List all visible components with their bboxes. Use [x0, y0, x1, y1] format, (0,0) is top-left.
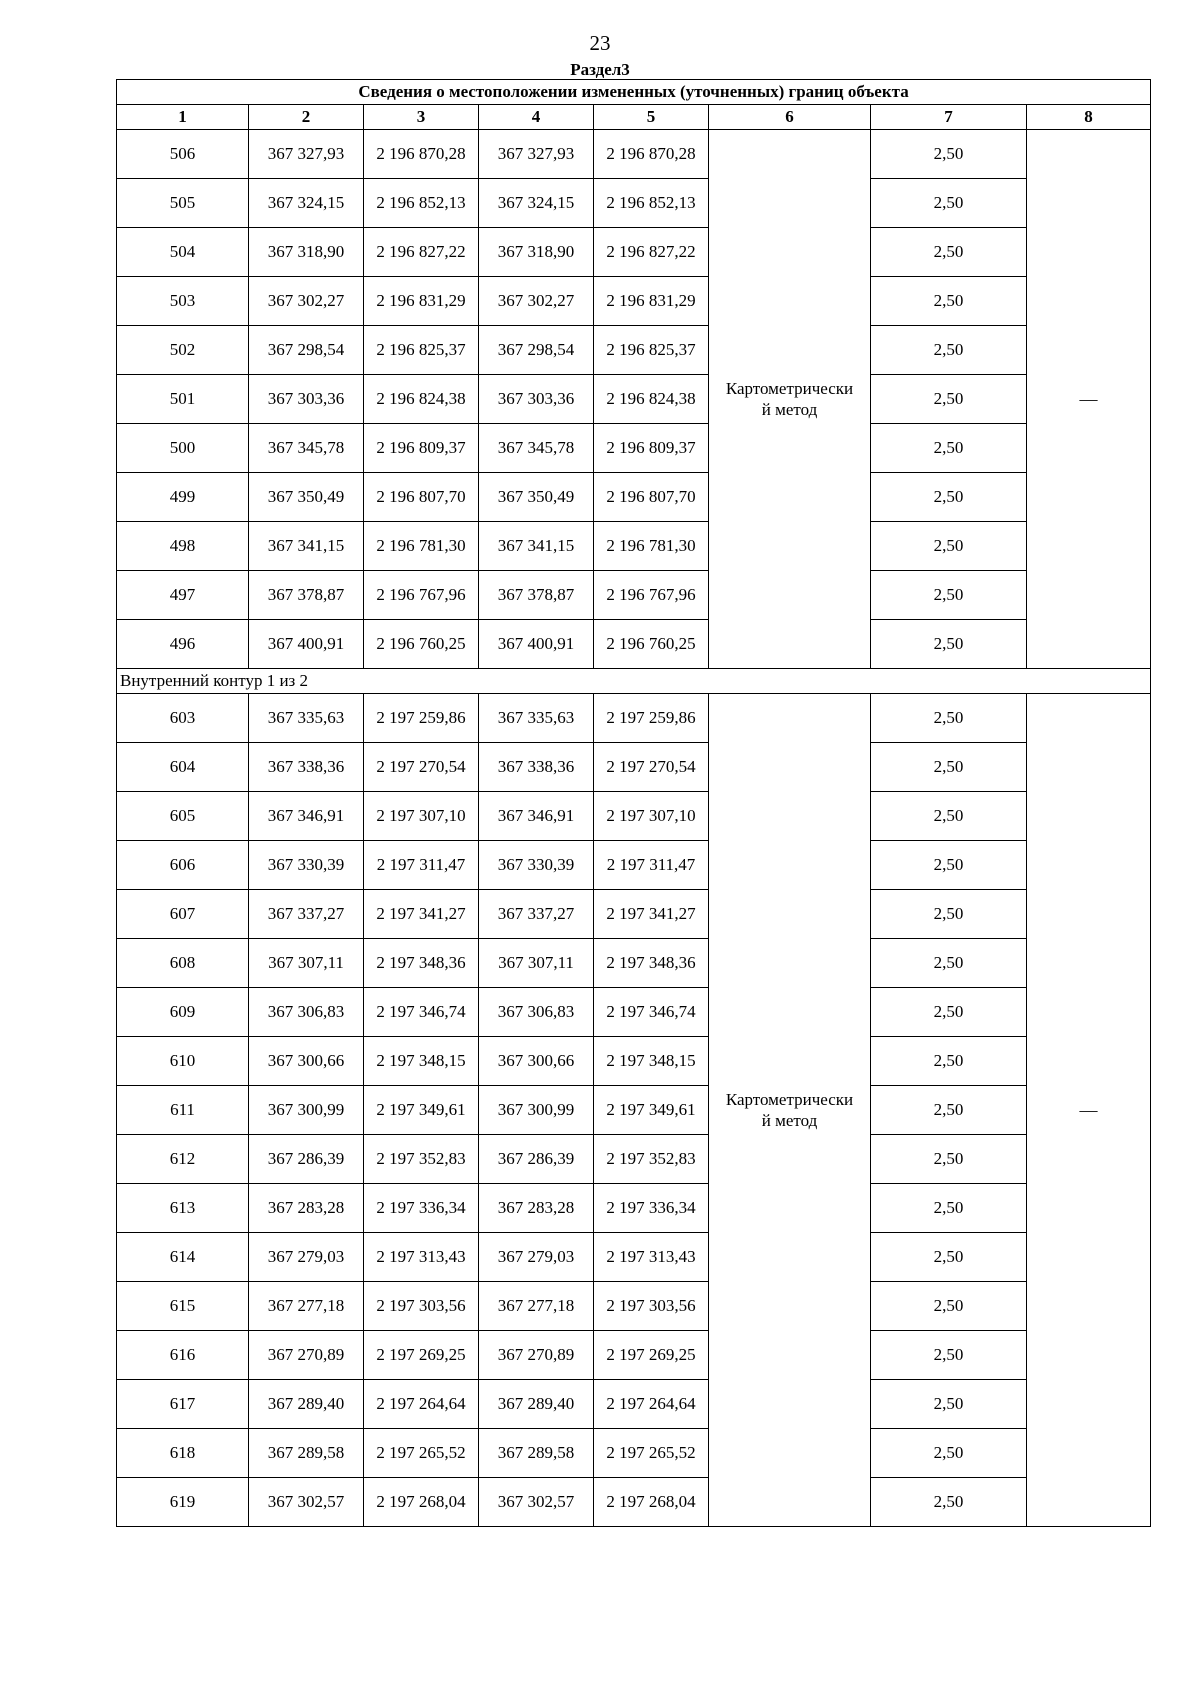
x-coordinate-cell: 367 303,36: [479, 375, 594, 424]
x-coordinate-cell: 367 300,66: [479, 1037, 594, 1086]
y-coordinate-cell: 2 197 348,15: [364, 1037, 479, 1086]
accuracy-cell: 2,50: [871, 694, 1027, 743]
x-coordinate-cell: 367 300,66: [249, 1037, 364, 1086]
x-coordinate-cell: 367 338,36: [479, 743, 594, 792]
accuracy-cell: 2,50: [871, 571, 1027, 620]
y-coordinate-cell: 2 196 760,25: [364, 620, 479, 669]
x-coordinate-cell: 367 378,87: [249, 571, 364, 620]
x-coordinate-cell: 367 270,89: [479, 1331, 594, 1380]
table-row: [117, 1233, 1151, 1282]
method-text-line: й метод: [761, 1111, 818, 1130]
y-coordinate-cell: 2 196 852,13: [364, 179, 479, 228]
table-row: [117, 326, 1151, 375]
x-coordinate-cell: 367 345,78: [249, 424, 364, 473]
y-coordinate-cell: 2 196 825,37: [364, 326, 479, 375]
y-coordinate-cell: 2 197 311,47: [594, 841, 709, 890]
y-coordinate-cell: 2 197 348,36: [594, 939, 709, 988]
x-coordinate-cell: 367 346,91: [479, 792, 594, 841]
accuracy-cell: 2,50: [871, 1331, 1027, 1380]
accuracy-cell: 2,50: [871, 1184, 1027, 1233]
accuracy-cell: 2,50: [871, 988, 1027, 1037]
x-coordinate-cell: 367 318,90: [479, 228, 594, 277]
point-number-cell: 609: [117, 988, 249, 1037]
table-row: [117, 988, 1151, 1037]
y-coordinate-cell: 2 196 824,38: [364, 375, 479, 424]
point-number-cell: 613: [117, 1184, 249, 1233]
x-coordinate-cell: 367 277,18: [249, 1282, 364, 1331]
point-number-cell: 616: [117, 1331, 249, 1380]
table-row: [117, 228, 1151, 277]
y-coordinate-cell: 2 197 268,04: [594, 1478, 709, 1527]
x-coordinate-cell: 367 318,90: [249, 228, 364, 277]
y-coordinate-cell: 2 197 264,64: [594, 1380, 709, 1429]
point-number-cell: 497: [117, 571, 249, 620]
y-coordinate-cell: 2 196 809,37: [364, 424, 479, 473]
point-number-cell: 619: [117, 1478, 249, 1527]
x-coordinate-cell: 367 289,40: [479, 1380, 594, 1429]
accuracy-cell: 2,50: [871, 792, 1027, 841]
point-number-cell: 506: [117, 130, 249, 179]
point-number-cell: 498: [117, 522, 249, 571]
x-coordinate-cell: 367 324,15: [249, 179, 364, 228]
x-coordinate-cell: 367 378,87: [479, 571, 594, 620]
point-number-cell: 612: [117, 1135, 249, 1184]
x-coordinate-cell: 367 302,27: [479, 277, 594, 326]
y-coordinate-cell: 2 197 265,52: [364, 1429, 479, 1478]
point-number-cell: 505: [117, 179, 249, 228]
table-row: [117, 522, 1151, 571]
column-8-cell: —: [1027, 694, 1151, 1527]
x-coordinate-cell: 367 289,58: [249, 1429, 364, 1478]
point-number-cell: 499: [117, 473, 249, 522]
contour-label-row: [117, 669, 1151, 694]
x-coordinate-cell: 367 279,03: [479, 1233, 594, 1282]
y-coordinate-cell: 2 197 303,56: [594, 1282, 709, 1331]
x-coordinate-cell: 367 277,18: [479, 1282, 594, 1331]
table-row: [117, 179, 1151, 228]
x-coordinate-cell: 367 306,83: [249, 988, 364, 1037]
x-coordinate-cell: 367 289,40: [249, 1380, 364, 1429]
accuracy-cell: 2,50: [871, 522, 1027, 571]
accuracy-cell: 2,50: [871, 620, 1027, 669]
y-coordinate-cell: 2 197 303,56: [364, 1282, 479, 1331]
x-coordinate-cell: 367 303,36: [249, 375, 364, 424]
y-coordinate-cell: 2 196 767,96: [594, 571, 709, 620]
x-coordinate-cell: 367 335,63: [479, 694, 594, 743]
x-coordinate-cell: 367 283,28: [249, 1184, 364, 1233]
contour-label: Внутренний контур 1 из 2: [117, 669, 1151, 694]
y-coordinate-cell: 2 197 268,04: [364, 1478, 479, 1527]
table-row: [117, 694, 1151, 743]
accuracy-cell: 2,50: [871, 130, 1027, 179]
y-coordinate-cell: 2 196 824,38: [594, 375, 709, 424]
y-coordinate-cell: 2 197 348,36: [364, 939, 479, 988]
x-coordinate-cell: 367 300,99: [479, 1086, 594, 1135]
x-coordinate-cell: 367 283,28: [479, 1184, 594, 1233]
x-coordinate-cell: 367 286,39: [479, 1135, 594, 1184]
table-row: [117, 1331, 1151, 1380]
point-number-cell: 503: [117, 277, 249, 326]
y-coordinate-cell: 2 196 827,22: [594, 228, 709, 277]
x-coordinate-cell: 367 345,78: [479, 424, 594, 473]
y-coordinate-cell: 2 196 852,13: [594, 179, 709, 228]
point-number-cell: 504: [117, 228, 249, 277]
column-number: 5: [594, 105, 709, 130]
table-caption-row: [117, 80, 1151, 105]
y-coordinate-cell: 2 197 348,15: [594, 1037, 709, 1086]
y-coordinate-cell: 2 197 313,43: [594, 1233, 709, 1282]
point-number-cell: 501: [117, 375, 249, 424]
accuracy-cell: 2,50: [871, 1282, 1027, 1331]
y-coordinate-cell: 2 196 781,30: [364, 522, 479, 571]
column-number: 3: [364, 105, 479, 130]
point-number-cell: 615: [117, 1282, 249, 1331]
method-text-line: Картометрически: [725, 1090, 854, 1109]
y-coordinate-cell: 2 196 870,28: [594, 130, 709, 179]
table-body: [117, 80, 1151, 1527]
accuracy-cell: 2,50: [871, 939, 1027, 988]
y-coordinate-cell: 2 197 346,74: [594, 988, 709, 1037]
table-caption: Сведения о местоположении измененных (уточненных) границ объекта: [117, 80, 1151, 105]
table-row: [117, 473, 1151, 522]
y-coordinate-cell: 2 196 831,29: [364, 277, 479, 326]
x-coordinate-cell: 367 279,03: [249, 1233, 364, 1282]
column-number: 7: [871, 105, 1027, 130]
accuracy-cell: 2,50: [871, 424, 1027, 473]
y-coordinate-cell: 2 196 827,22: [364, 228, 479, 277]
y-coordinate-cell: 2 197 352,83: [594, 1135, 709, 1184]
column-number: 1: [117, 105, 249, 130]
column-number: 8: [1027, 105, 1151, 130]
accuracy-cell: 2,50: [871, 1086, 1027, 1135]
y-coordinate-cell: 2 197 346,74: [364, 988, 479, 1037]
y-coordinate-cell: 2 197 336,34: [364, 1184, 479, 1233]
x-coordinate-cell: 367 306,83: [479, 988, 594, 1037]
point-number-cell: 603: [117, 694, 249, 743]
y-coordinate-cell: 2 197 341,27: [594, 890, 709, 939]
table-row: [117, 939, 1151, 988]
x-coordinate-cell: 367 298,54: [479, 326, 594, 375]
y-coordinate-cell: 2 197 269,25: [364, 1331, 479, 1380]
x-coordinate-cell: 367 341,15: [479, 522, 594, 571]
accuracy-cell: 2,50: [871, 841, 1027, 890]
point-number-cell: 610: [117, 1037, 249, 1086]
x-coordinate-cell: 367 330,39: [249, 841, 364, 890]
y-coordinate-cell: 2 197 349,61: [594, 1086, 709, 1135]
x-coordinate-cell: 367 298,54: [249, 326, 364, 375]
table-row: [117, 620, 1151, 669]
y-coordinate-cell: 2 196 825,37: [594, 326, 709, 375]
table-row: [117, 1086, 1151, 1135]
y-coordinate-cell: 2 197 270,54: [594, 743, 709, 792]
y-coordinate-cell: 2 196 831,29: [594, 277, 709, 326]
table-row: [117, 375, 1151, 424]
x-coordinate-cell: 367 324,15: [479, 179, 594, 228]
point-number-cell: 605: [117, 792, 249, 841]
y-coordinate-cell: 2 196 807,70: [364, 473, 479, 522]
x-coordinate-cell: 367 400,91: [479, 620, 594, 669]
y-coordinate-cell: 2 196 809,37: [594, 424, 709, 473]
accuracy-cell: 2,50: [871, 1380, 1027, 1429]
accuracy-cell: 2,50: [871, 179, 1027, 228]
accuracy-cell: 2,50: [871, 1135, 1027, 1184]
x-coordinate-cell: 367 330,39: [479, 841, 594, 890]
accuracy-cell: 2,50: [871, 473, 1027, 522]
point-number-cell: 611: [117, 1086, 249, 1135]
table-row: [117, 277, 1151, 326]
point-number-cell: 500: [117, 424, 249, 473]
y-coordinate-cell: 2 197 259,86: [594, 694, 709, 743]
y-coordinate-cell: 2 197 311,47: [364, 841, 479, 890]
x-coordinate-cell: 367 307,11: [249, 939, 364, 988]
y-coordinate-cell: 2 197 349,61: [364, 1086, 479, 1135]
accuracy-cell: 2,50: [871, 277, 1027, 326]
column-number: 4: [479, 105, 594, 130]
x-coordinate-cell: 367 289,58: [479, 1429, 594, 1478]
x-coordinate-cell: 367 286,39: [249, 1135, 364, 1184]
table-row: [117, 1429, 1151, 1478]
table-row: [117, 1478, 1151, 1527]
point-number-cell: 496: [117, 620, 249, 669]
x-coordinate-cell: 367 350,49: [249, 473, 364, 522]
y-coordinate-cell: 2 197 352,83: [364, 1135, 479, 1184]
accuracy-cell: 2,50: [871, 1429, 1027, 1478]
y-coordinate-cell: 2 197 269,25: [594, 1331, 709, 1380]
x-coordinate-cell: 367 307,11: [479, 939, 594, 988]
table-row: [117, 1135, 1151, 1184]
y-coordinate-cell: 2 197 307,10: [594, 792, 709, 841]
accuracy-cell: 2,50: [871, 228, 1027, 277]
table-row: [117, 424, 1151, 473]
section-label: Раздел3: [570, 60, 630, 79]
boundary-coordinates-table: [116, 79, 1151, 1527]
table-row: [117, 1037, 1151, 1086]
point-number-cell: 618: [117, 1429, 249, 1478]
table-row: [117, 1184, 1151, 1233]
point-number-cell: 617: [117, 1380, 249, 1429]
x-coordinate-cell: 367 335,63: [249, 694, 364, 743]
point-number-cell: 606: [117, 841, 249, 890]
x-coordinate-cell: 367 302,57: [249, 1478, 364, 1527]
table-row: [117, 743, 1151, 792]
y-coordinate-cell: 2 197 270,54: [364, 743, 479, 792]
y-coordinate-cell: 2 196 760,25: [594, 620, 709, 669]
method-text-line: Картометрически: [725, 379, 854, 398]
point-number-cell: 502: [117, 326, 249, 375]
y-coordinate-cell: 2 196 870,28: [364, 130, 479, 179]
x-coordinate-cell: 367 400,91: [249, 620, 364, 669]
accuracy-cell: 2,50: [871, 743, 1027, 792]
method-cell: [709, 694, 871, 1527]
table-row: [117, 571, 1151, 620]
table-row: [117, 1380, 1151, 1429]
accuracy-cell: 2,50: [871, 890, 1027, 939]
point-number-cell: 608: [117, 939, 249, 988]
y-coordinate-cell: 2 197 264,64: [364, 1380, 479, 1429]
accuracy-cell: 2,50: [871, 1037, 1027, 1086]
method-cell: [709, 130, 871, 669]
table-row: [117, 792, 1151, 841]
accuracy-cell: 2,50: [871, 375, 1027, 424]
y-coordinate-cell: 2 197 259,86: [364, 694, 479, 743]
y-coordinate-cell: 2 197 313,43: [364, 1233, 479, 1282]
table-row: [117, 1282, 1151, 1331]
point-number-cell: 607: [117, 890, 249, 939]
point-number-cell: 604: [117, 743, 249, 792]
x-coordinate-cell: 367 338,36: [249, 743, 364, 792]
y-coordinate-cell: 2 197 341,27: [364, 890, 479, 939]
accuracy-cell: 2,50: [871, 326, 1027, 375]
page-number: 23: [589, 31, 611, 55]
accuracy-cell: 2,50: [871, 1478, 1027, 1527]
x-coordinate-cell: 367 346,91: [249, 792, 364, 841]
x-coordinate-cell: 367 337,27: [479, 890, 594, 939]
x-coordinate-cell: 367 327,93: [249, 130, 364, 179]
x-coordinate-cell: 367 327,93: [479, 130, 594, 179]
y-coordinate-cell: 2 197 307,10: [364, 792, 479, 841]
column-8-cell: —: [1027, 130, 1151, 669]
column-number: 2: [249, 105, 364, 130]
point-number-cell: 614: [117, 1233, 249, 1282]
x-coordinate-cell: 367 300,99: [249, 1086, 364, 1135]
y-coordinate-cell: 2 197 336,34: [594, 1184, 709, 1233]
y-coordinate-cell: 2 196 807,70: [594, 473, 709, 522]
x-coordinate-cell: 367 341,15: [249, 522, 364, 571]
x-coordinate-cell: 367 302,27: [249, 277, 364, 326]
y-coordinate-cell: 2 197 265,52: [594, 1429, 709, 1478]
table-row: [117, 130, 1151, 179]
column-number: 6: [709, 105, 871, 130]
x-coordinate-cell: 367 270,89: [249, 1331, 364, 1380]
method-text-line: й метод: [761, 400, 818, 419]
accuracy-cell: 2,50: [871, 1233, 1027, 1282]
y-coordinate-cell: 2 196 767,96: [364, 571, 479, 620]
column-number-row: [117, 105, 1151, 130]
x-coordinate-cell: 367 337,27: [249, 890, 364, 939]
x-coordinate-cell: 367 350,49: [479, 473, 594, 522]
y-coordinate-cell: 2 196 781,30: [594, 522, 709, 571]
x-coordinate-cell: 367 302,57: [479, 1478, 594, 1527]
table-row: [117, 841, 1151, 890]
table-row: [117, 890, 1151, 939]
